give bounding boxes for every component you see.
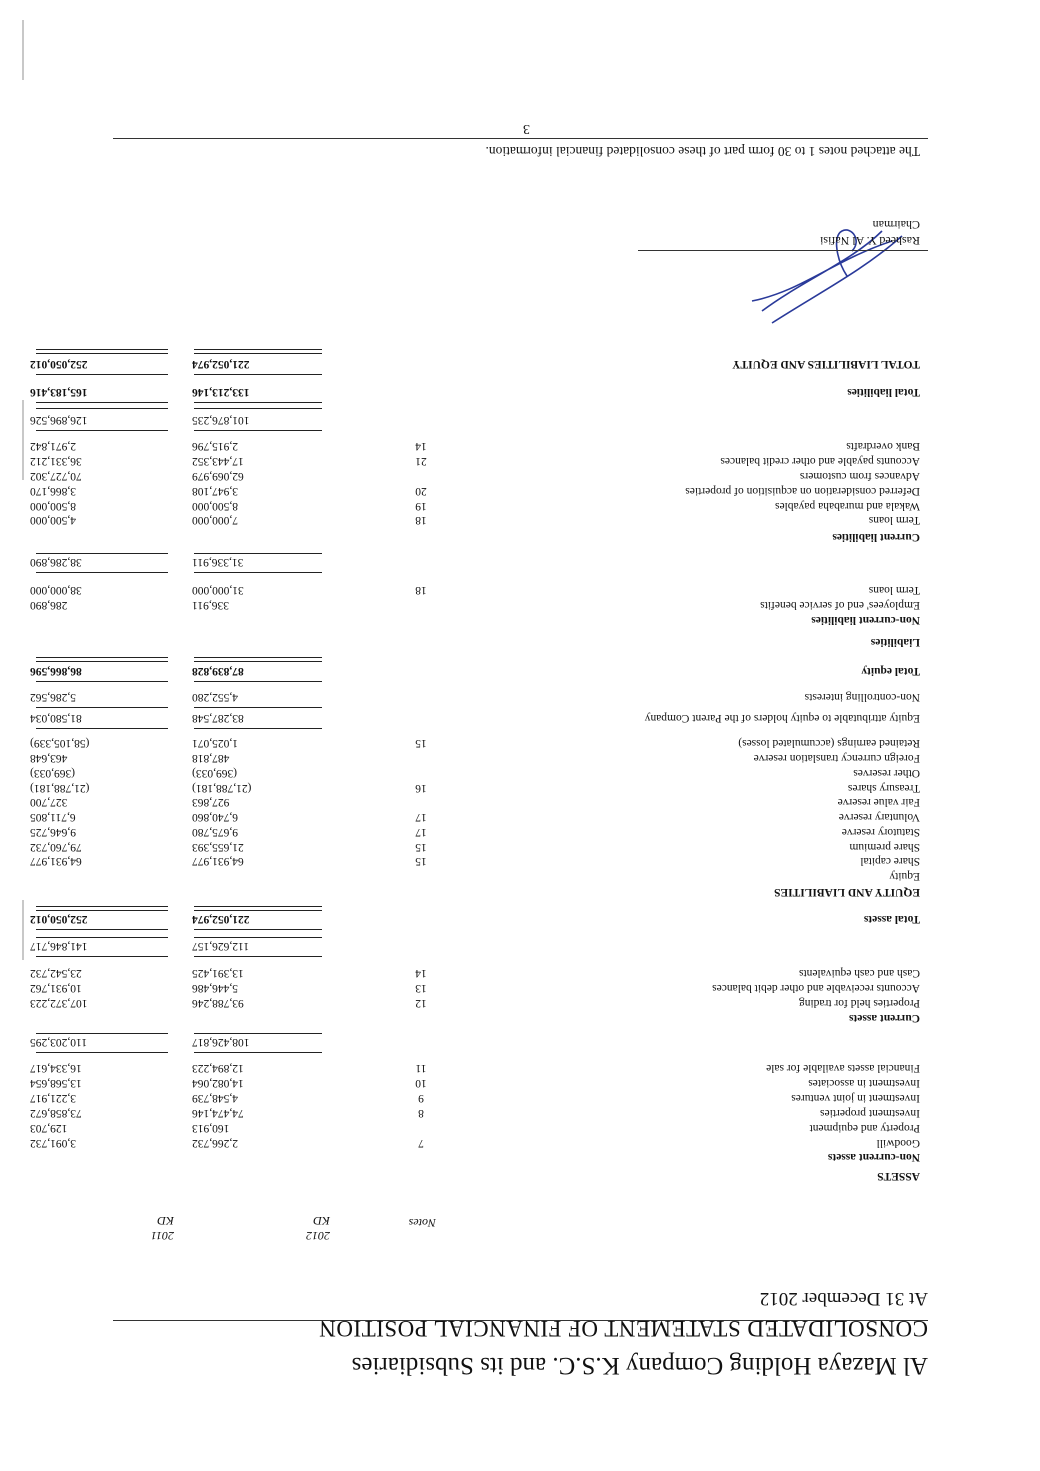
row-value-2011: 463,648 bbox=[30, 752, 68, 764]
row-value-2012: 83,287,548 bbox=[192, 712, 244, 724]
row-value-2011: 4,500,000 bbox=[30, 514, 76, 526]
row-value-2011: 252,050,012 bbox=[30, 358, 88, 370]
footer-rule bbox=[113, 138, 928, 139]
row-value-2012: (369,033) bbox=[192, 767, 238, 779]
signatory-block bbox=[820, 217, 920, 249]
subtotal-rule bbox=[36, 728, 168, 729]
row-note: 17 bbox=[415, 811, 427, 823]
statement-row bbox=[30, 794, 920, 809]
subtotal-rule bbox=[194, 408, 322, 409]
row-value-2011: (58,105,339) bbox=[30, 737, 90, 749]
row-note: 14 bbox=[415, 967, 427, 979]
signature-line bbox=[638, 250, 928, 251]
row-value-2012: 1,025,071 bbox=[192, 737, 238, 749]
row-note: 14 bbox=[415, 440, 427, 452]
row-value-2012: 31,000,000 bbox=[192, 584, 244, 596]
subtotal-rule bbox=[36, 681, 168, 682]
statement-row bbox=[30, 356, 920, 371]
statement-row bbox=[30, 498, 920, 513]
row-value-2011: 73,858,672 bbox=[30, 1107, 82, 1119]
statement-row bbox=[30, 554, 920, 569]
subtotal-rule bbox=[36, 572, 168, 573]
statement-row bbox=[30, 384, 920, 399]
row-note: 15 bbox=[415, 855, 427, 867]
row-value-2011: 3,866,170 bbox=[30, 485, 76, 497]
statement-row bbox=[110, 529, 920, 544]
subtotal-rule bbox=[194, 374, 322, 375]
row-note: 16 bbox=[415, 782, 427, 794]
statement-row bbox=[110, 1149, 920, 1164]
scan-edge-mark bbox=[22, 20, 24, 80]
statement-row bbox=[30, 438, 920, 453]
row-label: Deferred consideration on acquisition of properties bbox=[685, 485, 920, 497]
row-note: 15 bbox=[415, 841, 427, 853]
row-label: Equity attributable to equity holders of the Parent Company bbox=[644, 712, 920, 724]
row-value-2012: 5,446,486 bbox=[192, 982, 238, 994]
subtotal-rule bbox=[194, 728, 322, 729]
row-value-2011: 126,896,526 bbox=[30, 414, 88, 426]
row-value-2012: (21,788,181) bbox=[192, 782, 252, 794]
row-label: Non-current liabilities bbox=[811, 614, 920, 626]
row-value-2012: 17,443,352 bbox=[192, 455, 244, 467]
row-note: 15 bbox=[415, 737, 427, 749]
row-label: Employees' end of service benefits bbox=[760, 599, 920, 611]
subtotal-rule bbox=[36, 929, 168, 930]
row-note: 11 bbox=[415, 1062, 427, 1074]
row-label: Property and equipment bbox=[809, 1122, 920, 1134]
statement-row bbox=[110, 1168, 920, 1183]
row-label: Fair value reserve bbox=[837, 796, 920, 808]
subtotal-rule bbox=[36, 956, 168, 957]
subtotal-rule bbox=[36, 374, 168, 375]
statement-row bbox=[30, 980, 920, 995]
row-value-2012: 87,839,828 bbox=[192, 665, 244, 677]
row-value-2012: 74,474,146 bbox=[192, 1107, 244, 1119]
row-note: 12 bbox=[415, 997, 427, 1009]
statement-row bbox=[30, 483, 920, 498]
row-value-2012: 2,915,796 bbox=[192, 440, 238, 452]
row-value-2011: 10,931,762 bbox=[30, 982, 82, 994]
row-value-2012: 4,552,280 bbox=[192, 691, 238, 703]
statement-row bbox=[110, 868, 920, 883]
statement-row bbox=[30, 750, 920, 765]
subtotal-rule bbox=[194, 572, 322, 573]
row-label: Share capital bbox=[860, 855, 920, 867]
subtotal-rule bbox=[36, 1052, 168, 1053]
statement-row bbox=[110, 884, 920, 899]
row-label: Properties held for trading bbox=[798, 997, 920, 1009]
statement-row bbox=[30, 468, 920, 483]
statement-row bbox=[30, 824, 920, 839]
notes-column-header: Notes bbox=[408, 1216, 436, 1230]
subtotal-rule bbox=[36, 430, 168, 431]
row-label: Total assets bbox=[863, 913, 920, 925]
subtotal-rule bbox=[36, 707, 168, 708]
statement-row bbox=[110, 634, 920, 649]
statement-row bbox=[30, 710, 920, 725]
statement-row bbox=[30, 512, 920, 527]
statement-row bbox=[30, 765, 920, 780]
row-value-2011: 16,334,617 bbox=[30, 1062, 82, 1074]
statement-row bbox=[30, 995, 920, 1010]
row-value-2012: 101,876,235 bbox=[192, 414, 250, 426]
row-label: Treasury shares bbox=[847, 782, 920, 794]
row-label: Financial assets available for sale bbox=[766, 1062, 920, 1074]
row-value-2012: 3,947,108 bbox=[192, 485, 238, 497]
row-value-2012: 62,069,979 bbox=[192, 470, 244, 482]
subtotal-rule bbox=[36, 937, 168, 938]
statement-row bbox=[30, 1034, 920, 1049]
row-value-2011: 81,580,034 bbox=[30, 712, 82, 724]
row-note: 19 bbox=[415, 500, 427, 512]
statement-row bbox=[30, 1135, 920, 1150]
row-value-2012: 221,052,974 bbox=[192, 358, 250, 370]
subtotal-rule bbox=[194, 707, 322, 708]
row-label: Term loans bbox=[868, 514, 920, 526]
row-label: Wakala and murabaha payables bbox=[775, 500, 920, 512]
row-value-2011: 3,221,917 bbox=[30, 1092, 76, 1104]
row-label: Non-current assets bbox=[827, 1151, 920, 1163]
row-label: Advances from customers bbox=[799, 470, 920, 482]
row-label: EQUITY AND LIABILITIES bbox=[774, 886, 920, 898]
row-value-2011: 2,971,842 bbox=[30, 440, 76, 452]
row-value-2011: 13,568,654 bbox=[30, 1077, 82, 1089]
row-value-2011: 70,727,302 bbox=[30, 470, 82, 482]
statement-row bbox=[30, 1060, 920, 1075]
scan-edge-mark bbox=[22, 400, 24, 480]
statement-row bbox=[30, 1120, 920, 1135]
year-2012-header: 2012 bbox=[306, 1229, 330, 1243]
row-value-2011: 79,760,732 bbox=[30, 841, 82, 853]
row-value-2012: 2,266,732 bbox=[192, 1137, 238, 1149]
row-value-2011: 5,286,562 bbox=[30, 691, 76, 703]
row-value-2012: 21,655,393 bbox=[192, 841, 244, 853]
row-value-2011: 141,846,717 bbox=[30, 940, 88, 952]
statement-row bbox=[30, 839, 920, 854]
row-label: Goodwill bbox=[876, 1137, 920, 1149]
row-label: Investment properties bbox=[820, 1107, 920, 1119]
row-note: 20 bbox=[415, 485, 427, 497]
row-value-2011: 327,700 bbox=[30, 796, 68, 808]
subtotal-rule bbox=[194, 553, 322, 554]
row-label: Current assets bbox=[848, 1012, 920, 1024]
row-value-2012: 13,391,425 bbox=[192, 967, 244, 979]
row-label: Retained earnings (accumulated losses) bbox=[738, 737, 920, 749]
footnote: The attached notes 1 to 30 form part of these consolidated financial information. bbox=[485, 144, 920, 159]
row-label: Accounts receivable and other debit balances bbox=[712, 982, 920, 994]
row-note: 17 bbox=[415, 826, 427, 838]
row-value-2011: 286,890 bbox=[30, 599, 68, 611]
row-value-2012: 9,675,780 bbox=[192, 826, 238, 838]
subtotal-rule bbox=[194, 956, 322, 957]
statement-date: At 31 December 2012 bbox=[759, 1288, 928, 1309]
row-value-2012: 927,863 bbox=[192, 796, 230, 808]
row-label: Investment in joint ventures bbox=[791, 1092, 920, 1104]
row-value-2011: 165,183,416 bbox=[30, 386, 88, 398]
row-value-2012: 221,052,974 bbox=[192, 913, 250, 925]
statement-row bbox=[30, 965, 920, 980]
row-label: Liabilities bbox=[870, 636, 920, 648]
row-label: Term loans bbox=[868, 584, 920, 596]
row-value-2012: 6,740,860 bbox=[192, 811, 238, 823]
row-label: Current liabilities bbox=[832, 531, 920, 543]
statement-row bbox=[30, 1090, 920, 1105]
statement-row bbox=[30, 1105, 920, 1120]
row-value-2012: 12,894,223 bbox=[192, 1062, 244, 1074]
subtotal-rule bbox=[194, 937, 322, 938]
double-underline bbox=[36, 657, 168, 662]
row-value-2012: 64,931,977 bbox=[192, 855, 244, 867]
row-value-2012: 8,500,000 bbox=[192, 500, 238, 512]
row-value-2011: (369,033) bbox=[30, 767, 76, 779]
row-value-2011: 9,646,725 bbox=[30, 826, 76, 838]
row-note: 13 bbox=[415, 982, 427, 994]
row-note: 18 bbox=[415, 584, 427, 596]
statement-row bbox=[110, 1010, 920, 1025]
row-value-2012: 7,000,000 bbox=[192, 514, 238, 526]
row-value-2012: 112,626,157 bbox=[192, 940, 250, 952]
row-value-2011: 3,091,732 bbox=[30, 1137, 76, 1149]
row-label: Equity bbox=[889, 870, 920, 882]
row-value-2011: 38,286,890 bbox=[30, 556, 82, 568]
row-label: Share premium bbox=[849, 841, 920, 853]
subtotal-rule bbox=[194, 1052, 322, 1053]
row-label: Accounts payable and other credit balances bbox=[720, 455, 920, 467]
row-value-2011: (21,788,181) bbox=[30, 782, 90, 794]
row-value-2012: 14,082,064 bbox=[192, 1077, 244, 1089]
double-underline bbox=[36, 349, 168, 354]
subtotal-rule bbox=[36, 553, 168, 554]
row-label: Total liabilities bbox=[847, 386, 920, 398]
statement-row bbox=[30, 689, 920, 704]
statement-row bbox=[30, 597, 920, 612]
row-label: Foreign currency translation reserve bbox=[753, 752, 920, 764]
statement-row bbox=[30, 453, 920, 468]
row-value-2011: 23,542,732 bbox=[30, 967, 82, 979]
double-underline bbox=[194, 657, 322, 662]
row-note: 8 bbox=[418, 1107, 424, 1119]
subtotal-rule bbox=[194, 430, 322, 431]
signatory-name: Rasheed Y. Al Nafisi bbox=[820, 234, 920, 248]
double-underline bbox=[194, 906, 322, 911]
scan-edge-mark bbox=[22, 900, 24, 960]
row-value-2011: 110,203,295 bbox=[30, 1036, 88, 1048]
row-label: ASSETS bbox=[877, 1170, 920, 1182]
row-value-2011: 252,050,012 bbox=[30, 913, 88, 925]
page-number: 3 bbox=[523, 121, 530, 136]
row-label: Other reserves bbox=[853, 767, 920, 779]
subtotal-rule bbox=[194, 681, 322, 682]
statement-row bbox=[30, 412, 920, 427]
company-name: Al Mazaya Holding Company K.S.C. and its Subsidiaries bbox=[351, 1352, 928, 1379]
row-value-2012: 31,336,911 bbox=[192, 556, 244, 568]
subtotal-rule bbox=[36, 1033, 168, 1034]
statement-row bbox=[30, 938, 920, 953]
subtotal-rule bbox=[194, 929, 322, 930]
subtotal-rule bbox=[194, 1033, 322, 1034]
row-value-2011: 8,500,000 bbox=[30, 500, 76, 512]
unit-2011-header: KD bbox=[157, 1214, 174, 1228]
row-value-2011: 129,703 bbox=[30, 1122, 68, 1134]
row-note: 18 bbox=[415, 514, 427, 526]
row-value-2012: 487,818 bbox=[192, 752, 230, 764]
row-label: Statutory reserve bbox=[841, 826, 920, 838]
statement-row bbox=[30, 663, 920, 678]
row-label: Total equity bbox=[861, 665, 920, 677]
row-value-2012: 133,213,146 bbox=[192, 386, 250, 398]
double-underline bbox=[36, 906, 168, 911]
row-value-2012: 93,788,246 bbox=[192, 997, 244, 1009]
statement-row bbox=[110, 612, 920, 627]
statement-row bbox=[30, 582, 920, 597]
row-value-2012: 336,911 bbox=[192, 599, 229, 611]
statement-title: CONSOLIDATED STATEMENT OF FINANCIAL POSITION bbox=[318, 1316, 928, 1341]
year-2011-header: 2011 bbox=[150, 1229, 174, 1243]
signatory-position: Chairman bbox=[872, 218, 920, 232]
row-note: 9 bbox=[418, 1092, 424, 1104]
row-value-2011: 64,931,977 bbox=[30, 855, 82, 867]
subtotal-rule bbox=[36, 402, 168, 403]
row-value-2012: 4,548,739 bbox=[192, 1092, 238, 1104]
row-value-2011: 107,372,223 bbox=[30, 997, 88, 1009]
subtotal-rule bbox=[194, 402, 322, 403]
statement-row bbox=[30, 853, 920, 868]
statement-row bbox=[30, 1075, 920, 1090]
statement-row bbox=[30, 735, 920, 750]
row-note: 10 bbox=[415, 1077, 427, 1089]
row-label: Bank overdrafts bbox=[846, 440, 920, 452]
statement-row bbox=[30, 780, 920, 795]
row-label: Cash and cash equivalents bbox=[798, 967, 920, 979]
statement-row bbox=[30, 809, 920, 824]
row-label: Non-controlling interests bbox=[804, 691, 920, 703]
row-value-2012: 108,426,817 bbox=[192, 1036, 250, 1048]
row-value-2011: 36,331,212 bbox=[30, 455, 82, 467]
row-label: Voluntary reserve bbox=[838, 811, 920, 823]
unit-2012-header: KD bbox=[313, 1214, 330, 1228]
row-value-2011: 86,866,596 bbox=[30, 665, 82, 677]
row-note: 21 bbox=[415, 455, 427, 467]
row-value-2011: 6,711,805 bbox=[30, 811, 76, 823]
statement-row bbox=[30, 911, 920, 926]
row-value-2011: 38,000,000 bbox=[30, 584, 82, 596]
double-underline bbox=[194, 349, 322, 354]
row-note: 7 bbox=[418, 1137, 424, 1149]
row-value-2012: 160,913 bbox=[192, 1122, 230, 1134]
row-label: TOTAL LIABILITIES AND EQUITY bbox=[732, 358, 920, 370]
subtotal-rule bbox=[36, 408, 168, 409]
row-label: Investment in associates bbox=[808, 1077, 920, 1089]
